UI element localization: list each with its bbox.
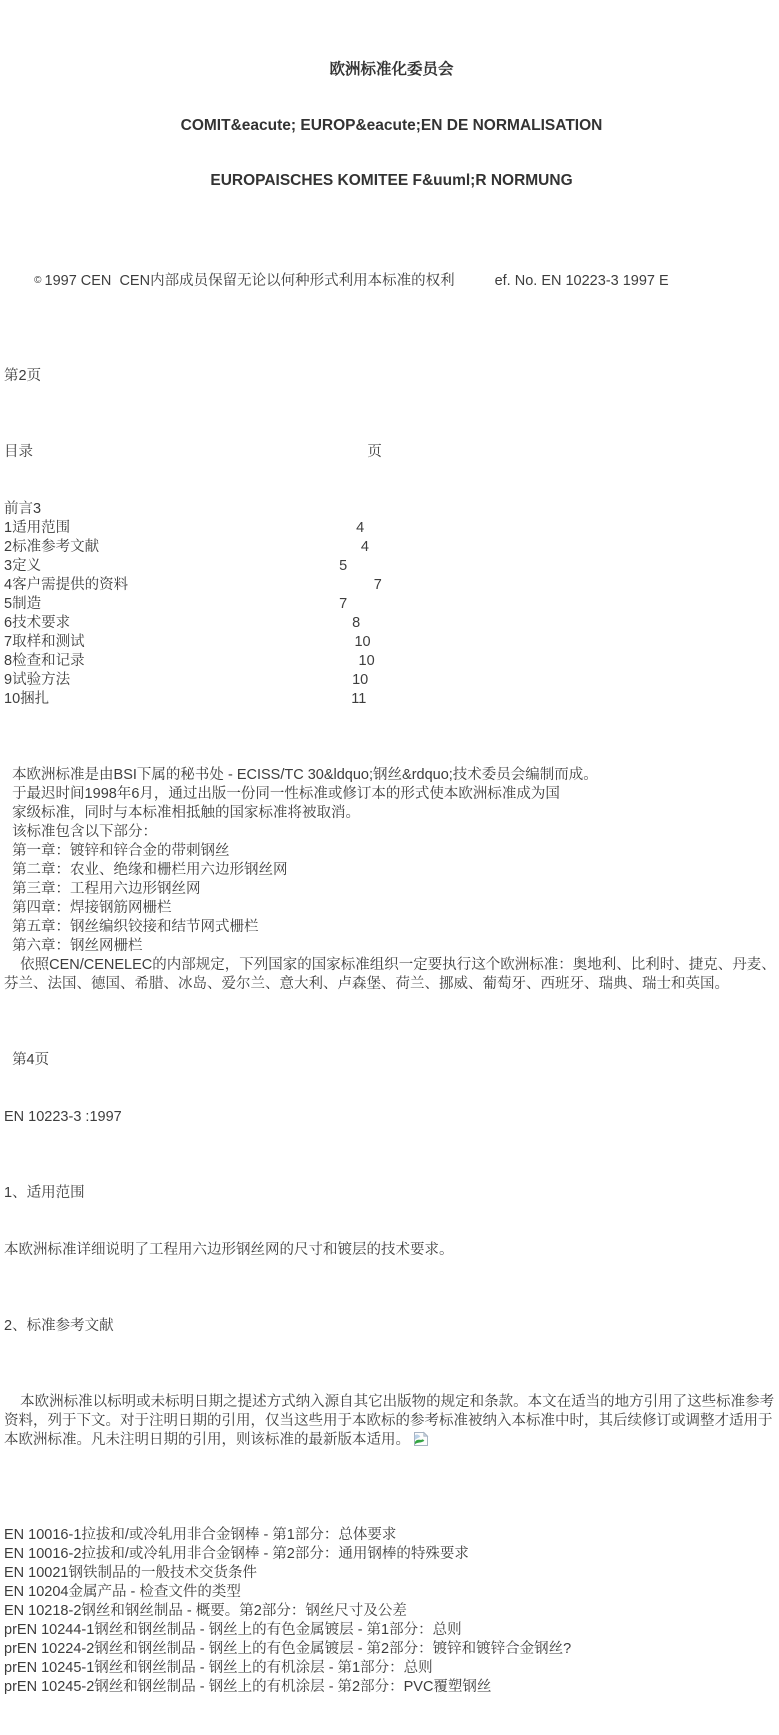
section-2-body-text: 本欧洲标准以标明或未标明日期之提述方式纳入源自其它出版物的规定和条款。本文在适当的地方引用了这些标准参考资料，列于下文。对于注明日期的引用，仅当这些用于本欧标的参考标准被纳入本标准中时，其后续修订或调整才适用于本欧洲标准。凡未注明日期的引用，则该标准的最新版本适用。 — [4, 1393, 775, 1448]
section-2-heading: 2、标准参考文献 — [4, 1317, 114, 1334]
toc-entry: 4客户需提供的资料 7 — [4, 576, 382, 593]
toc-entry: 5制造 7 — [4, 595, 348, 612]
reference-line: EN 10204金属产品 - 检查文件的类型 — [4, 1583, 241, 1600]
page-4-marker: 第4页 — [4, 1051, 50, 1068]
reference-line: prEN 10245-1钢丝和钢丝制品 - 钢丝上的有机涂层 - 第1部分：总则 — [4, 1659, 433, 1676]
foreword-line: 第二章：农业、绝缘和栅栏用六边形钢丝网 — [4, 861, 288, 878]
foreword-line: 第三章：工程用六边形钢丝网 — [4, 880, 201, 897]
toc-entry: 7取样和测试 10 — [4, 633, 371, 650]
reference-line: EN 10218-2钢丝和钢丝制品 - 概要。第2部分：钢丝尺寸及公差 — [4, 1602, 407, 1619]
reference-line: prEN 10245-2钢丝和钢丝制品 - 钢丝上的有机涂层 - 第2部分：PVC覆塑钢丝 — [4, 1678, 492, 1695]
toc-header-row: 目录 页 — [4, 443, 382, 460]
toc-entry: 8检查和记录 10 — [4, 652, 375, 669]
foreword-line: 本欧洲标准是由BSI下属的秘书处 - ECISS/TC 30&ldquo;钢丝&rdquo;技术委员会编制而成。 — [4, 766, 598, 783]
toc-entry: 6技术要求 8 — [4, 614, 361, 631]
foreword-line: 该标准包含以下部分： — [4, 823, 158, 840]
toc-entry: 9试验方法 10 — [4, 671, 369, 688]
copyright-icon: © — [34, 274, 42, 286]
toc-entry: 1适用范围 4 — [4, 519, 365, 536]
reference-line: prEN 10224-2钢丝和钢丝制品 - 钢丝上的有色金属镀层 - 第2部分：镀锌和镀锌合金钢丝? — [4, 1640, 572, 1657]
toc-entry: 3定义 5 — [4, 557, 348, 574]
foreword-line: 第五章：钢丝编织铰接和结节网式栅栏 — [4, 918, 259, 935]
copyright-text: 1997 CEN CEN内部成员保留无论以何种形式利用本标准的权利 — [44, 272, 455, 289]
foreword-line: 依照CEN/CENELEC的内部规定，下列国家的国家标准组织一定要执行这个欧洲标准：奥地利、比利时、捷克、丹麦、芬兰、法国、德国、希腊、冰岛、爱尔兰、意大利、卢森堡、荷兰、挪威、葡萄牙、西班牙、瑞典、瑞士和英国。 — [4, 956, 776, 992]
reference-line: EN 10016-2拉拔和/或冷轧用非合金钢棒 - 第2部分：通用钢棒的特殊要求 — [4, 1545, 469, 1562]
section-1-body: 本欧洲标准详细说明了工程用六边形钢丝网的尺寸和镀层的技术要求。 — [4, 1241, 454, 1258]
section-1-heading: 1、适用范围 — [4, 1184, 85, 1201]
toc-entry: 10捆扎 11 — [4, 690, 367, 707]
reference-number: ef. No. EN 10223-3 1997 E — [494, 272, 669, 289]
foreword-line: 第四章：焊接钢筋网栅栏 — [4, 899, 172, 916]
reference-line: prEN 10244-1钢丝和钢丝制品 - 钢丝上的有色金属镀层 - 第1部分：总则 — [4, 1621, 462, 1638]
standard-id: EN 10223-3 :1997 — [4, 1108, 122, 1125]
page-title: 欧洲标准化委员会 — [329, 61, 454, 78]
toc-entry: 2标准参考文献 4 — [4, 538, 369, 555]
reference-line: EN 10021钢铁制品的一般技术交货条件 — [4, 1564, 257, 1581]
title-german: EUROPAISCHES KOMITEE F&uuml;R NORMUNG — [210, 172, 573, 189]
foreword-line: 第六章：钢丝网栅栏 — [4, 937, 143, 954]
copyright-line — [4, 252, 779, 310]
foreword-line: 于最迟时间1998年6月，通过出版一份同一性标准或修订本的形式使本欧洲标准成为国 — [4, 785, 560, 802]
title-french: COMIT&eacute; EUROP&eacute;EN DE NORMALISATION — [180, 116, 603, 134]
foreword-line: 家级标准，同时与本标准相抵触的国家标准将被取消。 — [4, 804, 361, 821]
section-2-body — [4, 1374, 779, 1469]
page-2-marker: 第2页 — [4, 367, 42, 384]
reference-list — [4, 1526, 779, 1697]
toc-entries — [4, 500, 779, 709]
broken-image-icon — [413, 1431, 429, 1447]
toc-entry: 前言3 — [4, 500, 42, 517]
reference-line: EN 10016-1拉拔和/或冷轧用非合金钢棒 - 第1部分：总体要求 — [4, 1526, 397, 1543]
foreword-line: 第一章：镀锌和锌合金的带刺钢丝 — [4, 842, 230, 859]
